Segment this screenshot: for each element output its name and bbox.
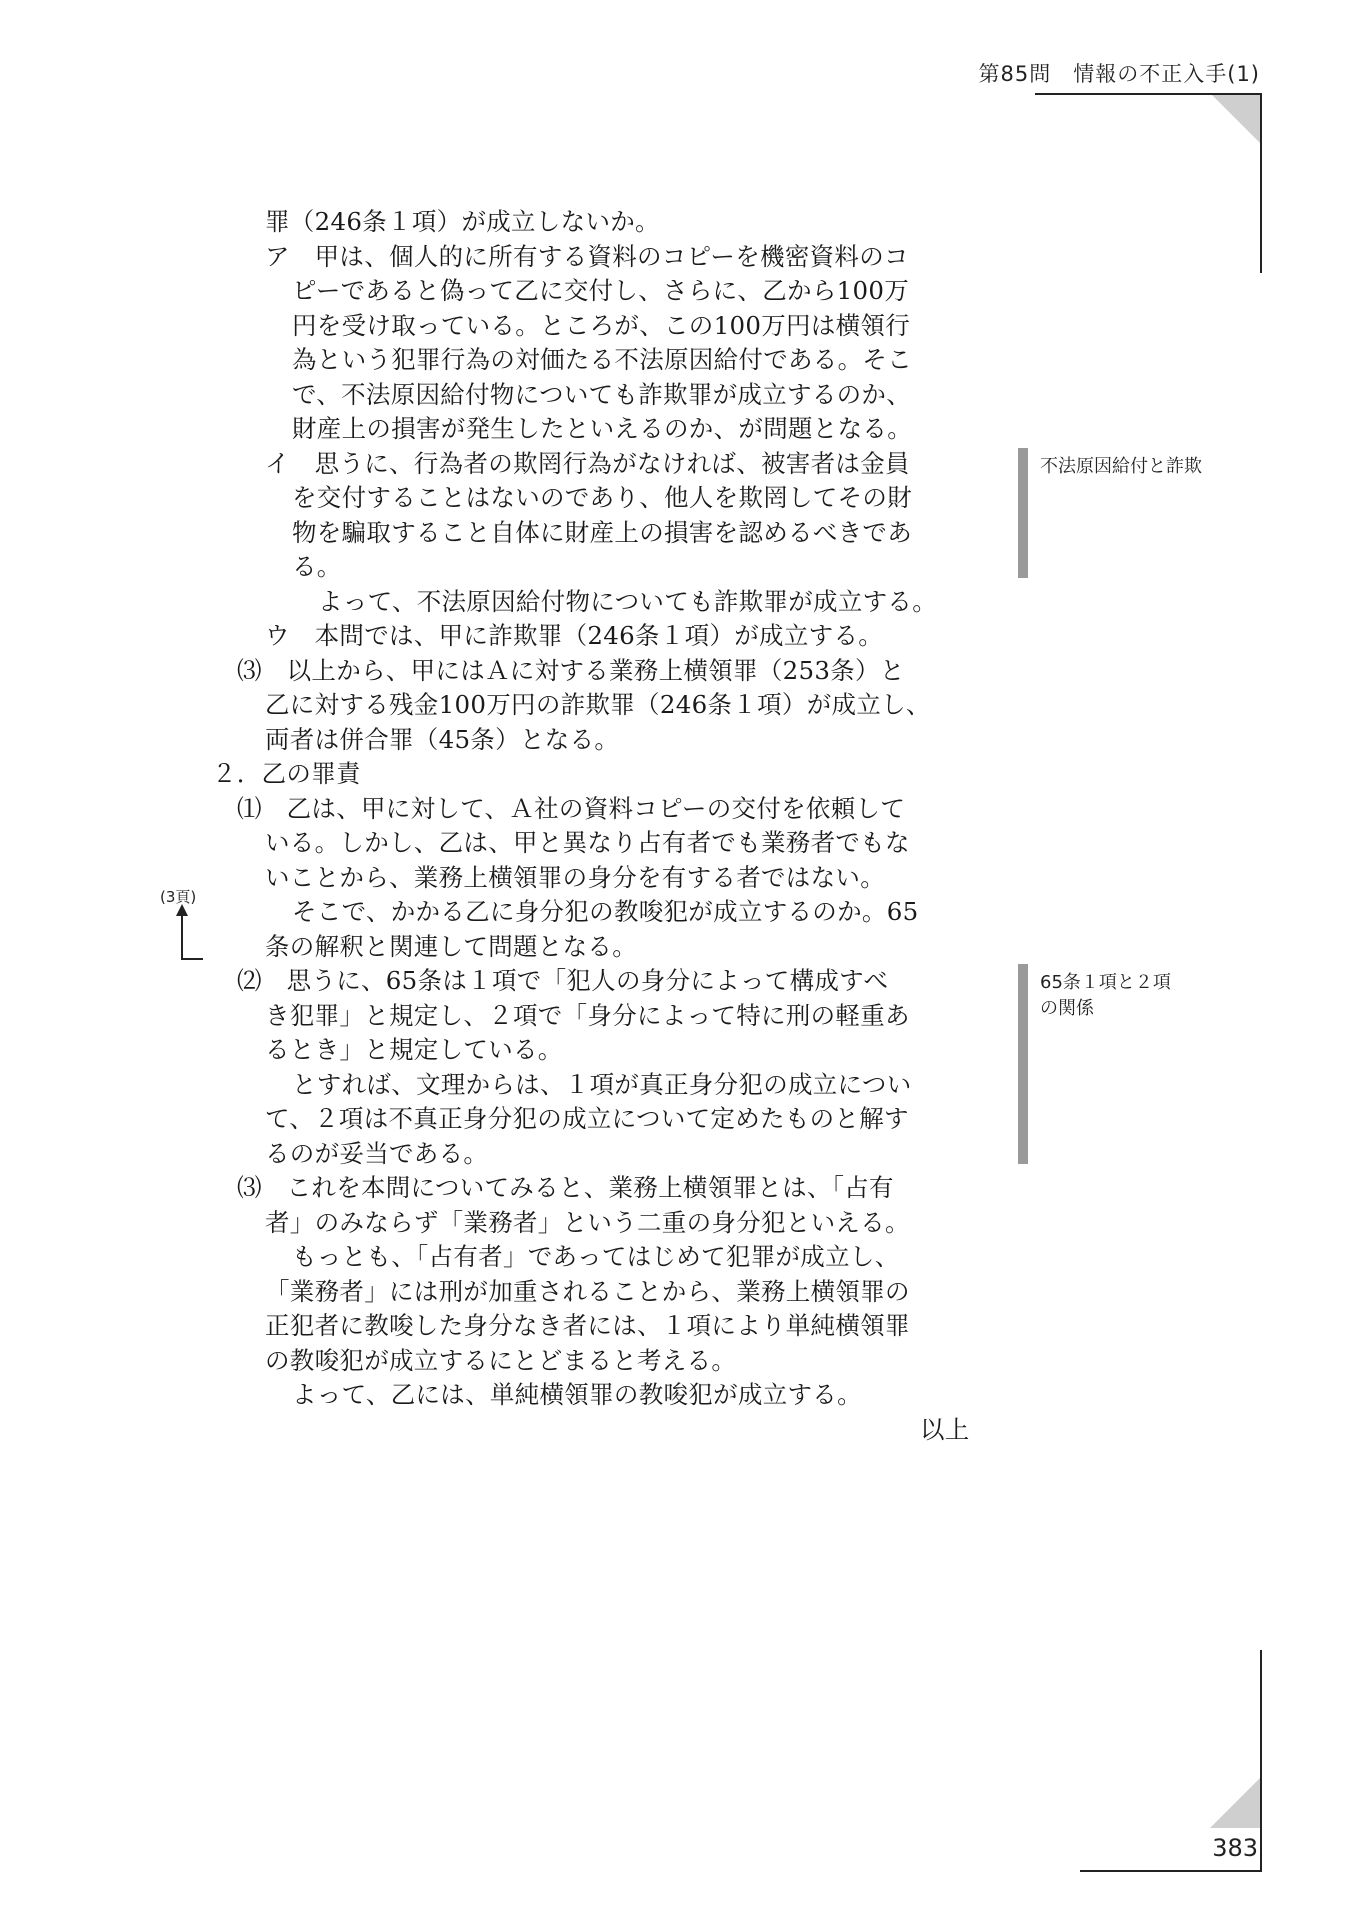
margin-note bbox=[1040, 454, 1202, 480]
text-line: 条の解釈と関連して問題となる。 bbox=[265, 932, 637, 961]
text-line: 正犯者に教唆した身分なき者には、１項により単純横領罪 bbox=[265, 1311, 910, 1340]
page-number: 383 bbox=[1212, 1834, 1258, 1862]
text-line: イ 思うに、行為者の欺罔行為がなければ、被害者は金員 bbox=[265, 449, 910, 478]
text-line: もっとも、「占有者」であってはじめて犯罪が成立し、 bbox=[292, 1242, 900, 1271]
text-line: 両者は併合罪（45条）となる。 bbox=[265, 725, 620, 754]
text-line: き犯罪」と規定し、２項で「身分によって特に刑の軽重あ bbox=[265, 1001, 910, 1030]
text-line: で、不法原因給付物についても詐欺罪が成立するのか、 bbox=[292, 380, 912, 409]
text-line: の教唆犯が成立するにとどまると考える。 bbox=[265, 1346, 737, 1375]
text-line: を交付することはないのであり、他人を欺罔してその財 bbox=[292, 483, 912, 512]
header-title: 第85問 情報の不正入手(1) bbox=[978, 62, 1260, 86]
bottom-vertical-rule bbox=[1260, 1650, 1262, 1872]
text-line: て、２項は不真正身分犯の成立について定めたものと解す bbox=[265, 1104, 909, 1133]
text-line: ピーであると偽って乙に交付し、さらに、乙から100万 bbox=[292, 276, 910, 305]
reference-arrow-stem bbox=[181, 914, 183, 960]
top-corner-decoration bbox=[1212, 95, 1260, 143]
closing-mark: 以上 bbox=[920, 1415, 970, 1444]
text-line: るとき」と規定している。 bbox=[265, 1035, 563, 1064]
margin-note-bar bbox=[1018, 964, 1028, 1164]
reference-label: (3頁) bbox=[160, 888, 197, 906]
text-line: 物を騙取すること自体に財産上の損害を認めるべきであ bbox=[292, 518, 912, 547]
bottom-horizontal-rule bbox=[1080, 1870, 1262, 1872]
text-line: よって、乙には、単純横領罪の教唆犯が成立する。 bbox=[292, 1380, 862, 1409]
text-line: ⑴ 乙は、甲に対して、Ａ社の資料コピーの交付を依頼して bbox=[237, 794, 906, 823]
text-line: 為という犯罪行為の対価たる不法原因給付である。そこ bbox=[292, 345, 912, 374]
text-line: ２．乙の罪責 bbox=[212, 759, 361, 788]
text-line: るのが妥当である。 bbox=[265, 1139, 489, 1168]
margin-note-line: 不法原因給付と詐欺 bbox=[1040, 456, 1202, 477]
top-vertical-rule bbox=[1260, 93, 1262, 273]
margin-note-line: の関係 bbox=[1040, 998, 1094, 1019]
margin-note-line: 65条１項と２項 bbox=[1040, 972, 1171, 993]
text-line: ウ 本問では、甲に詐欺罪（246条１項）が成立する。 bbox=[265, 621, 884, 650]
text-line: 「業務者」には刑が加重されることから、業務上横領罪の bbox=[265, 1277, 910, 1306]
text-line: よって、不法原因給付物についても詐欺罪が成立する。 bbox=[318, 587, 938, 616]
text-line: いことから、業務上横領罪の身分を有する者ではない。 bbox=[265, 863, 885, 892]
bottom-corner-decoration bbox=[1210, 1778, 1260, 1828]
text-line: 乙に対する残金100万円の詐欺罪（246条１項）が成立し、 bbox=[265, 690, 931, 719]
margin-note-bar bbox=[1018, 448, 1028, 578]
text-line: ⑶ 以上から、甲にはＡに対する業務上横領罪（253条）と bbox=[237, 656, 905, 685]
text-line: そこで、かかる乙に身分犯の教唆犯が成立するのか。65 bbox=[292, 897, 919, 926]
text-line: る。 bbox=[292, 552, 342, 581]
text-line: ア 甲は、個人的に所有する資料のコピーを機密資料のコ bbox=[265, 242, 909, 271]
text-line: ⑶ これを本問についてみると、業務上横領罪とは、「占有 bbox=[237, 1173, 894, 1202]
text-line: 円を受け取っている。ところが、この100万円は横領行 bbox=[292, 311, 911, 340]
margin-note bbox=[1040, 970, 1171, 1022]
text-line: 者」のみならず「業務者」という二重の身分犯といえる。 bbox=[265, 1208, 910, 1237]
text-line: 罪（246条１項）が成立しないか。 bbox=[265, 207, 660, 236]
text-line: ⑵ 思うに、65条は１項で「犯人の身分によって構成すべ bbox=[237, 966, 889, 995]
reference-arrow-foot bbox=[181, 958, 203, 960]
text-line: とすれば、文理からは、１項が真正身分犯の成立につい bbox=[292, 1070, 912, 1099]
text-line: 財産上の損害が発生したといえるのか、が問題となる。 bbox=[292, 414, 912, 443]
text-line: いる。しかし、乙は、甲と異なり占有者でも業務者でもな bbox=[265, 828, 910, 857]
